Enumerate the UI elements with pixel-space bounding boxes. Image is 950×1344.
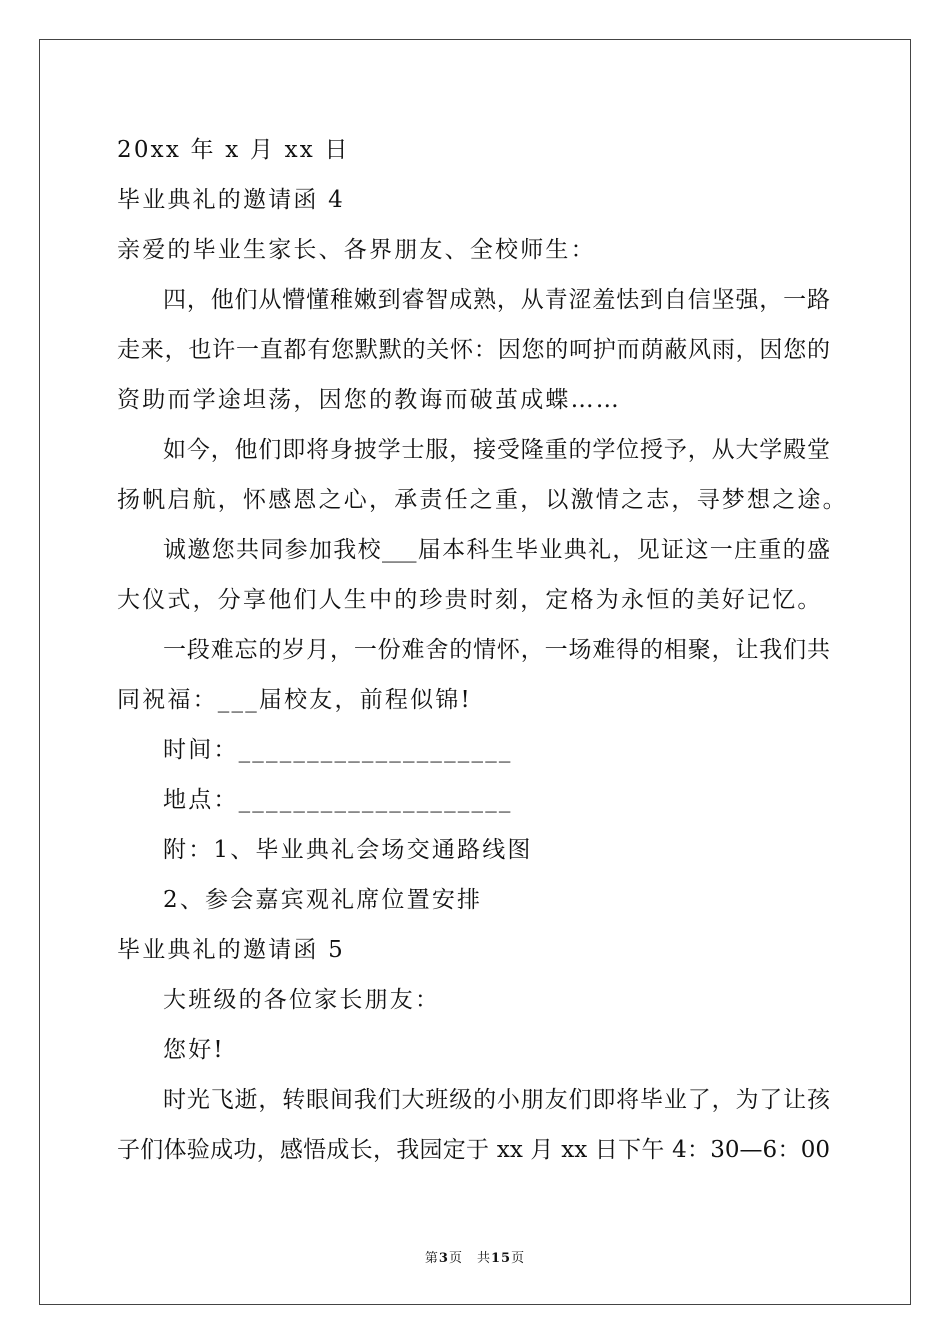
paragraph-line: 时光飞逝，转眼间我们大班级的小朋友们即将毕业了，为了让孩 [163,1087,830,1113]
paragraph-line: 四，他们从懵懂稚嫩到睿智成熟，从青涩羞怯到自信坚强，一路 [163,287,830,313]
heading-invitation-5: 毕业典礼的邀请函 5 [117,937,345,963]
footer-suffix: 页 [511,1251,526,1266]
footer-mid: 页 共 [448,1251,491,1266]
page-border [39,39,911,1305]
paragraph-line: 走来，也许一直都有您默默的关怀：因您的呵护而荫蔽风雨，因您的 [117,337,830,363]
location-field: 地点：____________________ [163,787,513,813]
footer-prefix: 第 [424,1251,439,1266]
salutation-2: 大班级的各位家长朋友： [163,987,441,1013]
paragraph-line: 诚邀您共同参加我校___届本科生毕业典礼，见证这一庄重的盛 [163,537,830,563]
time-field: 时间：____________________ [163,737,513,763]
paragraph-line: 扬帆启航，怀感恩之心，承责任之重，以激情之志，寻梦想之途。 [117,487,848,513]
attachment-1: 附：1、毕业典礼会场交通路线图 [163,837,533,863]
heading-invitation-4: 毕业典礼的邀请函 4 [117,187,345,213]
paragraph-line: 资助而学途坦荡，因您的教诲而破茧成蝶…… [117,387,621,413]
paragraph-line: 如今，他们即将身披学士服，接受隆重的学位授予，从大学殿堂 [163,437,830,463]
paragraph-line: 子们体验成功，感悟成长，我园定于 xx 月 xx 日下午 4：30—6：00 [117,1137,830,1163]
paragraph-line: 同祝福：___届校友，前程似锦! [117,687,472,713]
attachment-2: 2、参会嘉宾观礼席位置安排 [163,887,483,913]
salutation: 亲爱的毕业生家长、各界朋友、全校师生： [117,237,596,263]
footer-total-pages: 15 [490,1251,512,1266]
date-line: 20xx 年 x 月 xx 日 [117,137,350,163]
paragraph-line: 一段难忘的岁月，一份难舍的情怀，一场难得的相聚，让我们共 [163,637,830,663]
footer-page-number: 3 [438,1251,449,1266]
paragraph-line: 大仪式，分享他们人生中的珍贵时刻，定格为永恒的美好记忆。 [117,587,823,613]
page-footer [0,1247,950,1266]
greeting: 您好! [163,1037,225,1063]
